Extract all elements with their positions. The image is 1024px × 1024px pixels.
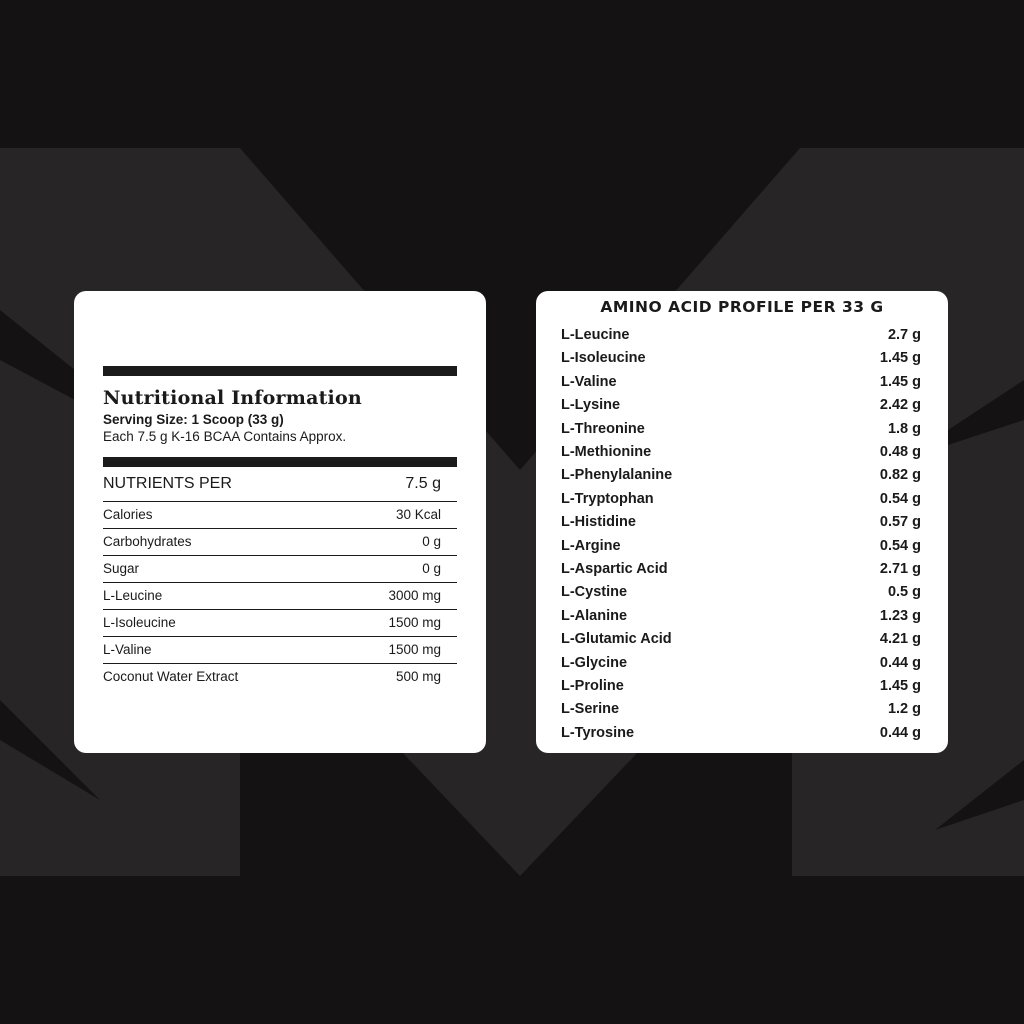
- amino-value: 4.21 g: [879, 631, 921, 648]
- nutrient-row: [103, 556, 457, 583]
- amino-row: [561, 444, 921, 464]
- amino-value: 1.45 g: [879, 373, 921, 390]
- amino-label: L-Glutamic Acid: [561, 631, 672, 648]
- amino-label: L-Lysine: [561, 397, 621, 414]
- amino-label: L-Phenylalanine: [561, 467, 673, 484]
- nutrient-value: 0 g: [422, 561, 441, 576]
- amino-value: 0.54 g: [879, 490, 921, 507]
- amino-row: [561, 397, 921, 417]
- amino-label: L-Valine: [561, 373, 617, 390]
- amino-label: L-Proline: [561, 678, 624, 694]
- nutrient-row: [103, 529, 457, 556]
- amino-row: [561, 538, 921, 558]
- nutrients-header: [103, 475, 457, 502]
- amino-label: L-Glycine: [561, 654, 628, 671]
- nutrients-header-label: NUTRIENTS PER: [103, 475, 232, 492]
- amino-value: 1.45 g: [879, 350, 921, 367]
- nutrient-label: Coconut Water Extract: [103, 669, 239, 684]
- amino-label: L-Tyrosine: [561, 724, 635, 741]
- amino-label: L-Isoleucine: [561, 350, 646, 367]
- amino-title: AMINO ACID PROFILE PER 33 G: [600, 298, 884, 316]
- contains-note: Each 7.5 g K-16 BCAA Contains Approx.: [103, 429, 347, 444]
- amino-row: [561, 701, 921, 721]
- amino-row: [561, 584, 921, 604]
- amino-label: L-Aspartic Acid: [561, 561, 668, 577]
- amino-value: 0.54 g: [879, 537, 921, 554]
- nutrient-value: 3000 mg: [388, 588, 441, 603]
- amino-value: 1.8 g: [887, 420, 921, 437]
- nutrient-label: Carbohydrates: [103, 534, 192, 549]
- nutrient-row: [103, 637, 457, 664]
- serving-size: Serving Size: 1 Scoop (33 g): [103, 412, 284, 427]
- amino-row: [561, 725, 921, 745]
- nutrient-row: [103, 502, 457, 529]
- amino-row: [561, 631, 921, 651]
- amino-value: 0.48 g: [879, 444, 921, 460]
- amino-label: L-Methionine: [561, 444, 652, 460]
- nutrient-label: L-Leucine: [103, 588, 163, 603]
- amino-value: 0.82 g: [879, 467, 921, 484]
- amino-value: 1.23 g: [879, 607, 921, 624]
- amino-row: [561, 561, 921, 581]
- amino-row: [561, 608, 921, 628]
- amino-label: L-Alanine: [561, 607, 628, 624]
- nutrient-row: [103, 610, 457, 637]
- amino-value: 2.7 g: [887, 327, 921, 343]
- amino-row: [561, 514, 921, 534]
- amino-label: L-Serine: [561, 701, 620, 718]
- amino-row: [561, 655, 921, 675]
- amino-value: 0.57 g: [879, 514, 921, 531]
- amino-row: [561, 374, 921, 394]
- top-divider: [103, 366, 457, 376]
- nutrient-value: 500 mg: [395, 669, 441, 684]
- amino-label: L-Threonine: [561, 420, 645, 437]
- nutrient-value: 0 g: [422, 534, 441, 549]
- amino-row: [561, 327, 921, 347]
- nutrient-label: Calories: [103, 507, 153, 522]
- nutrition-facts-card: [74, 291, 486, 753]
- amino-label: L-Leucine: [561, 327, 630, 343]
- amino-value: 2.71 g: [879, 561, 921, 577]
- amino-value: 1.2 g: [887, 701, 921, 718]
- amino-label: L-Histidine: [561, 514, 636, 531]
- nutrient-value: 1500 mg: [388, 615, 441, 630]
- nutrient-label: Sugar: [103, 561, 140, 576]
- nutrient-label: L-Isoleucine: [103, 615, 176, 630]
- amino-value: 0.44 g: [879, 724, 921, 741]
- nutrient-row: [103, 664, 457, 690]
- nutrition-title: Nutritional Information: [103, 387, 362, 409]
- amino-row: [561, 467, 921, 487]
- amino-row: [561, 350, 921, 370]
- amino-value: 1.45 g: [879, 678, 921, 694]
- amino-value: 2.42 g: [879, 397, 921, 414]
- amino-row: [561, 678, 921, 698]
- amino-label: L-Tryptophan: [561, 490, 654, 507]
- header-divider: [103, 457, 457, 467]
- nutrient-value: 1500 mg: [388, 642, 441, 657]
- amino-label: L-Argine: [561, 537, 621, 554]
- nutrient-row: [103, 583, 457, 610]
- amino-row: [561, 421, 921, 441]
- nutrient-label: L-Valine: [103, 642, 152, 657]
- amino-value: 0.44 g: [879, 654, 921, 671]
- nutrient-value: 30 Kcal: [395, 507, 441, 522]
- nutrients-header-value: 7.5 g: [405, 475, 441, 492]
- amino-acid-profile-card: [536, 291, 948, 753]
- amino-row: [561, 491, 921, 511]
- amino-label: L-Cystine: [561, 584, 628, 601]
- amino-value: 0.5 g: [887, 584, 921, 601]
